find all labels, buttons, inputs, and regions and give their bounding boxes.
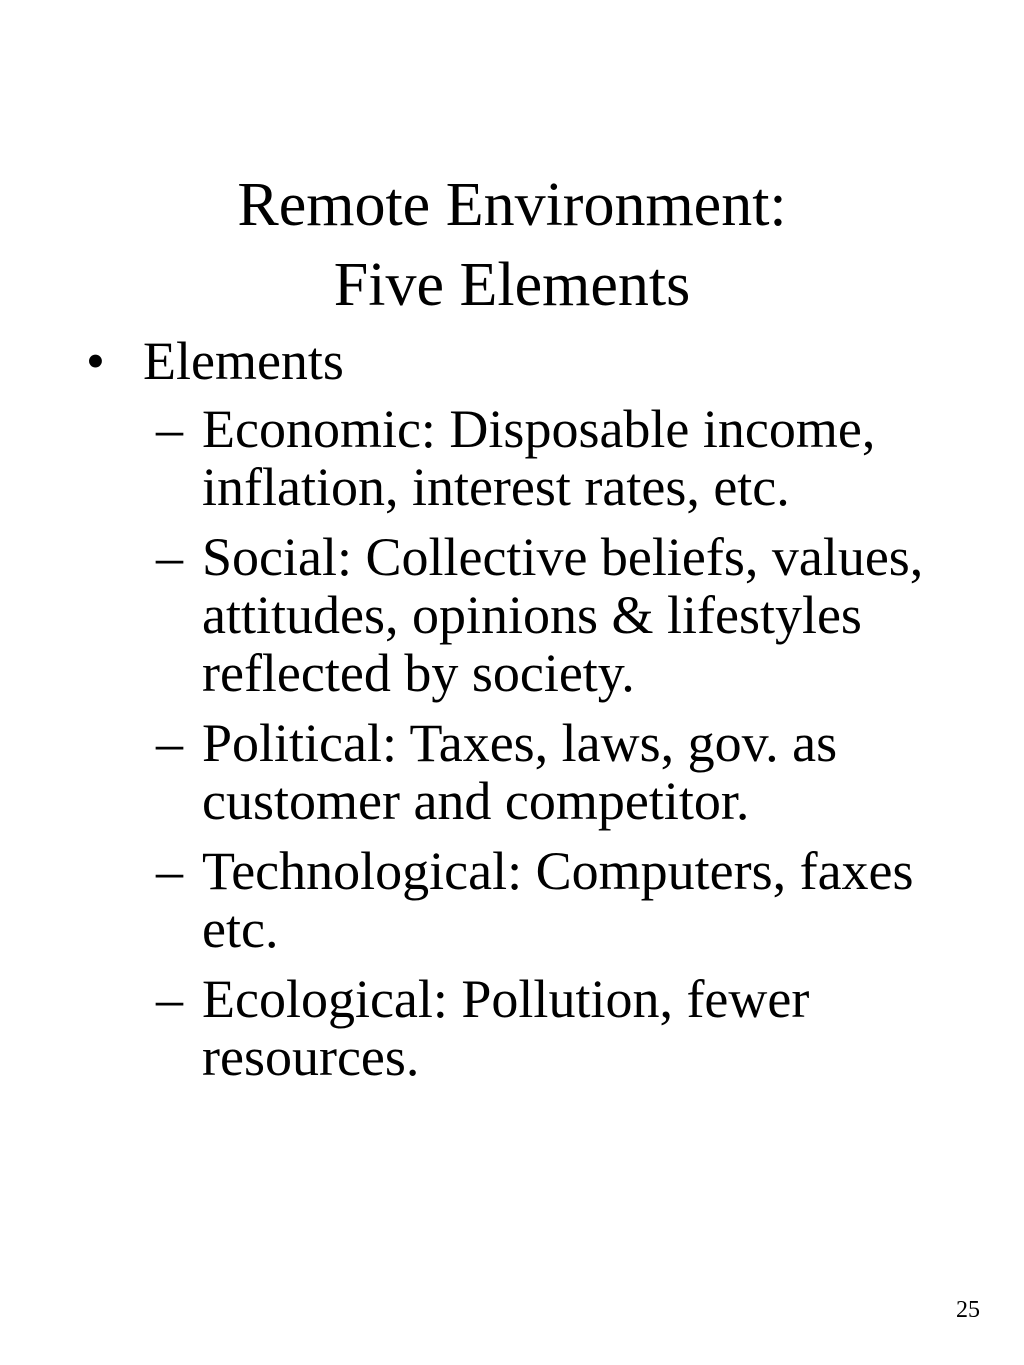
sub-item-text: Political: Taxes, laws, gov. as customer and competitor. [202,713,838,831]
sub-item-economic [0,400,1024,516]
slide-title [0,165,1024,325]
sub-item-political [0,714,1024,830]
sub-item-ecological [0,970,1024,1086]
sub-item-text: Economic: Disposable income, inflation, interest rates, etc. [202,399,876,517]
sub-item-text: Social: Collective beliefs, values, attitudes, opinions & lifestyles reflected by society. [202,527,924,703]
dash-marker: – [156,969,183,1029]
sub-item-text: Technological: Computers, faxes etc. [202,841,914,959]
slide-content [0,332,1024,1098]
sub-item-social [0,528,1024,702]
title-line-2: Five Elements [333,251,691,319]
bullet-item [0,332,1024,390]
bullet-marker: • [86,331,105,391]
sub-item-text: Ecological: Pollution, fewer resources. [202,969,810,1087]
dash-marker: – [156,527,183,587]
dash-marker: – [156,399,183,459]
page-number: 25 [956,1297,980,1323]
sub-item-technological [0,842,1024,958]
bullet-text: Elements [143,331,344,391]
title-line-1: Remote Environment: [237,171,787,239]
dash-marker: – [156,841,183,901]
dash-marker: – [156,713,183,773]
